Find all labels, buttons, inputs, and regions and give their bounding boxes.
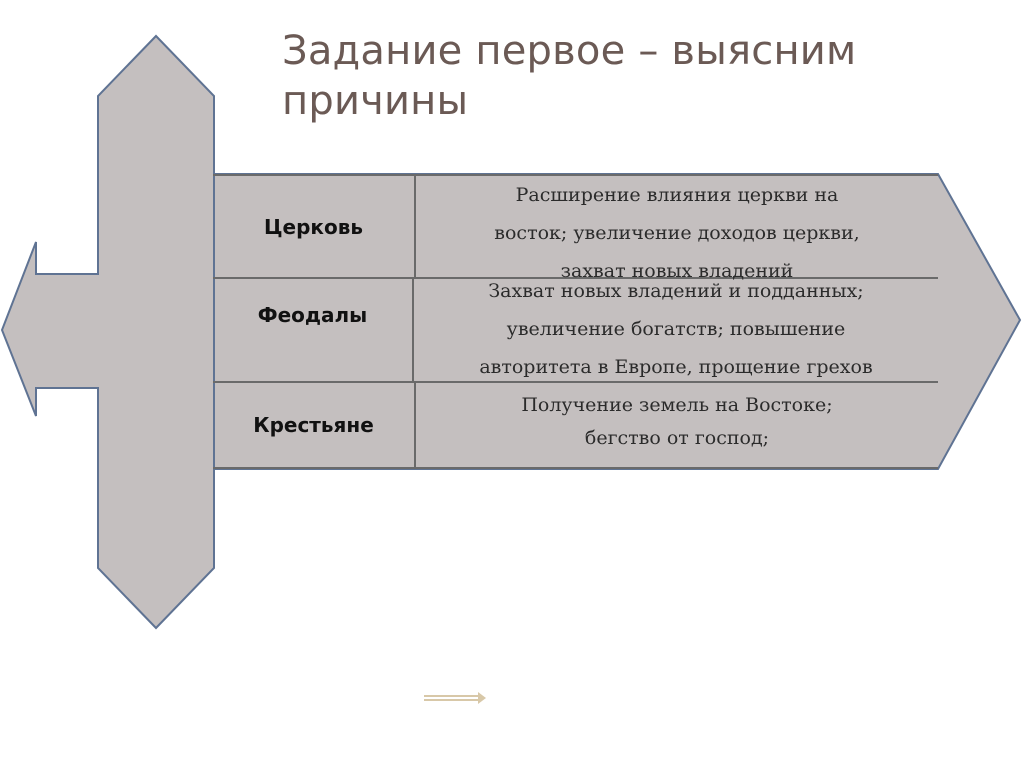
row-cell-church	[416, 176, 938, 282]
title-line-1: Задание первое – выясним	[282, 28, 857, 74]
cell-line: авторитета в Европе, прощение грехов	[479, 356, 873, 378]
row-cell-peasants	[416, 383, 938, 467]
row-header-feudals: Феодалы	[213, 277, 414, 381]
row-cell-feudals	[414, 277, 938, 381]
table-row-church	[213, 174, 938, 282]
row-header-peasants: Крестьяне	[213, 383, 416, 467]
cell-line: Получение земель на Востоке;	[521, 394, 833, 416]
table-row-peasants	[213, 383, 938, 469]
row-header-church: Церковь	[213, 176, 416, 277]
causes-table	[213, 174, 938, 469]
table-row-feudals	[213, 277, 938, 383]
vertical-double-arrow-shape	[2, 36, 214, 628]
cell-line: Расширение влияния церкви на	[515, 184, 839, 206]
cell-line: бегство от господ;	[584, 427, 770, 449]
cell-line: захват новых владений	[560, 260, 794, 282]
title-line-2: причины	[282, 78, 469, 124]
slide-title	[282, 26, 982, 126]
cell-line: увеличение богатств; повышение	[506, 318, 846, 340]
cell-line: Захват новых владений и подданных;	[488, 280, 864, 302]
next-arrow-icon[interactable]	[420, 688, 490, 708]
cell-line: восток; увеличение доходов церкви,	[494, 222, 860, 244]
